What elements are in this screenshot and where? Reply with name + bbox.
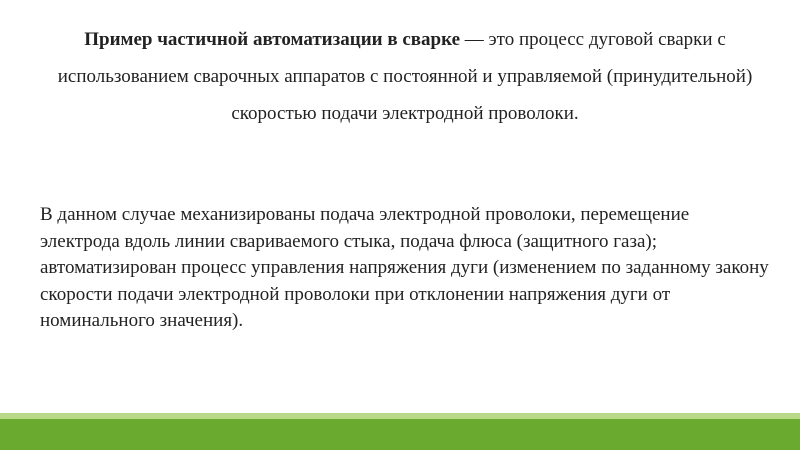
intro-paragraph <box>50 21 760 132</box>
body-paragraph: В данном случае механизированы подача электродной проволоки, перемещение электрода вдоль линии свариваемого стыка, подача флюса (защитного газа); автоматизирован процесс управления напряжения дуги (изменением по заданному закону скорости подачи электродной проволоки при отклонении напряжения дуги от номинального значения). <box>40 204 769 331</box>
footer-bar <box>0 419 800 450</box>
intro-definition: — это процесс дуговой сварки с использованием сварочных аппаратов с постоянной и управляемой (принудительной) скоростью подачи электродной проволоки. <box>57 29 753 124</box>
intro-bold-term: Пример частичной автоматизации в сварке <box>84 29 461 50</box>
